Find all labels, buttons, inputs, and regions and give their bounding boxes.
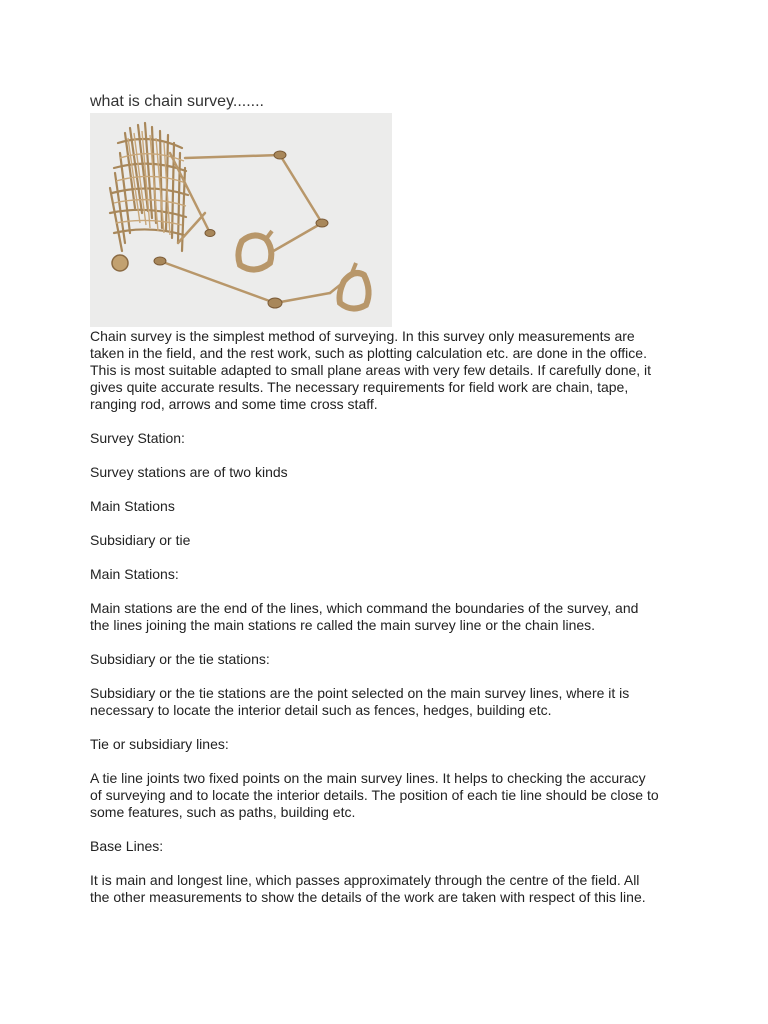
heading-survey-station: Survey Station: [90,430,185,446]
document-title: what is chain survey....... [90,93,264,110]
heading-base-lines: Base Lines: [90,838,164,854]
document-body [90,328,680,923]
list-item-subsidiary: Subsidiary or tie [90,532,191,548]
paragraph-station-kinds: Survey stations are of two kinds [90,464,288,480]
paragraph-tie-stations: Subsidiary or the tie stations are the point selected on the main survey lines, where it is necessary to locate the interior detail such as fences, hedges, building etc. [90,685,630,718]
surveyor-chain-image [90,113,392,327]
chain-photo [90,113,392,327]
heading-tie-stations: Subsidiary or the tie stations: [90,651,270,667]
list-item-main-stations: Main Stations [90,498,175,514]
paragraph-main-stations: Main stations are the end of the lines, which command the boundaries of the survey, and the lines joining the main stations re called the main survey line or the chain lines. [90,600,639,633]
paragraph-intro: Chain survey is the simplest method of surveying. In this survey only measurements are taken in the field, and the rest work, such as plotting calculation etc. are done in the office. This is most suitable adapted to small plane areas with very few details. If carefully done, it gives quite accurate results. The necessary requirements for field work are chain, tape, ranging rod, arrows and some time cross staff. [90,328,652,412]
paragraph-base-lines: It is main and longest line, which passes approximately through the centre of the field. All the other measurements to show the details of the work are taken with respect of this line. [90,872,646,905]
paragraph-tie-lines: A tie line joints two fixed points on the main survey lines. It helps to checking the accuracy of surveying and to locate the interior details. The position of each tie line should be close to some features, such as paths, building etc. [90,770,659,820]
heading-tie-lines: Tie or subsidiary lines: [90,736,229,752]
heading-main-stations: Main Stations: [90,566,179,582]
